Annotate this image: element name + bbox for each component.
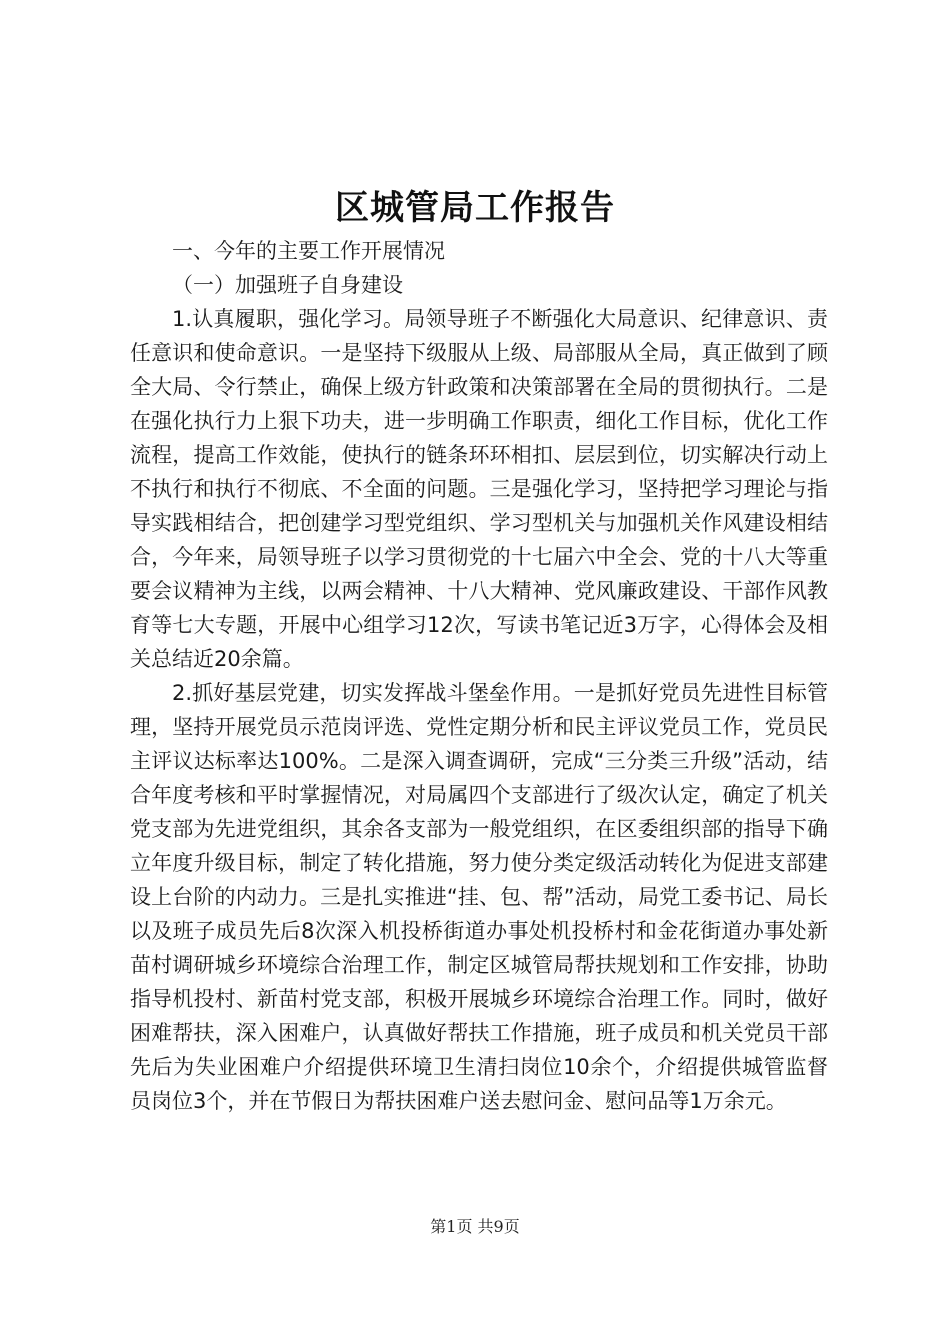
document-body [130,234,828,1118]
page-footer: 第1页 共9页 [430,1217,520,1236]
document-title: 区城管局工作报告 [335,188,615,228]
section-heading: 一、今年的主要工作开展情况 [172,239,445,263]
subsection-heading: （一）加强班子自身建设 [172,273,403,297]
paragraph-2: 2.抓好基层党建，切实发挥战斗堡垒作用。一是抓好党员先进性目标管理，坚持开展党员示范岗评选、党性定期分析和民主评议党员工作，党员民主评议达标率达100%。二是深入调查调研，完成“三分类三升级”活动，结合年度考核和平时掌握情况，对局属四个支部进行了级次认定，确定了机关党支部为先进党组织，其余各支部为一般党组织，在区委组织部的指导下确立年度升级目标，制定了转化措施，努力使分类定级活动转化为促进支部建设上台阶的内动力。三是扎实推进“挂、包、帮”活动，局党工委书记、局长以及班子成员先后8次深入机投桥街道办事处机投桥村和金花街道办事处新苗村调研城乡环境综合治理工作，制定区城管局帮扶规划和工作安排，协助指导机投村、新苗村党支部，积极开展城乡环境综合治理工作。同时，做好困难帮扶，深入困难户，认真做好帮扶工作措施，班子成员和机关党员干部先后为失业困难户介绍提供环境卫生清扫岗位10余个，介绍提供城管监督员岗位3个，并在节假日为帮扶困难户送去慰问金、慰问品等1万余元。 [130,681,828,1113]
paragraph-1: 1.认真履职，强化学习。局领导班子不断强化大局意识、纪律意识、责任意识和使命意识。一是坚持下级服从上级、局部服从全局，真正做到了顾全大局、令行禁止，确保上级方针政策和决策部署在全局的贯彻执行。二是在强化执行力上狠下功夫，进一步明确工作职责，细化工作目标，优化工作流程，提高工作效能，使执行的链条环环相扣、层层到位，切实解决行动上不执行和执行不彻底、不全面的问题。三是强化学习，坚持把学习理论与指导实践相结合，把创建学习型党组织、学习型机关与加强机关作风建设相结合，今年来，局领导班子以学习贯彻党的十七届六中全会、党的十八大等重要会议精神为主线，以两会精神、十八大精神、党风廉政建设、干部作风教育等七大专题，开展中心组学习12次，写读书笔记近3万字，心得体会及相关总结近20余篇。 [130,307,828,671]
